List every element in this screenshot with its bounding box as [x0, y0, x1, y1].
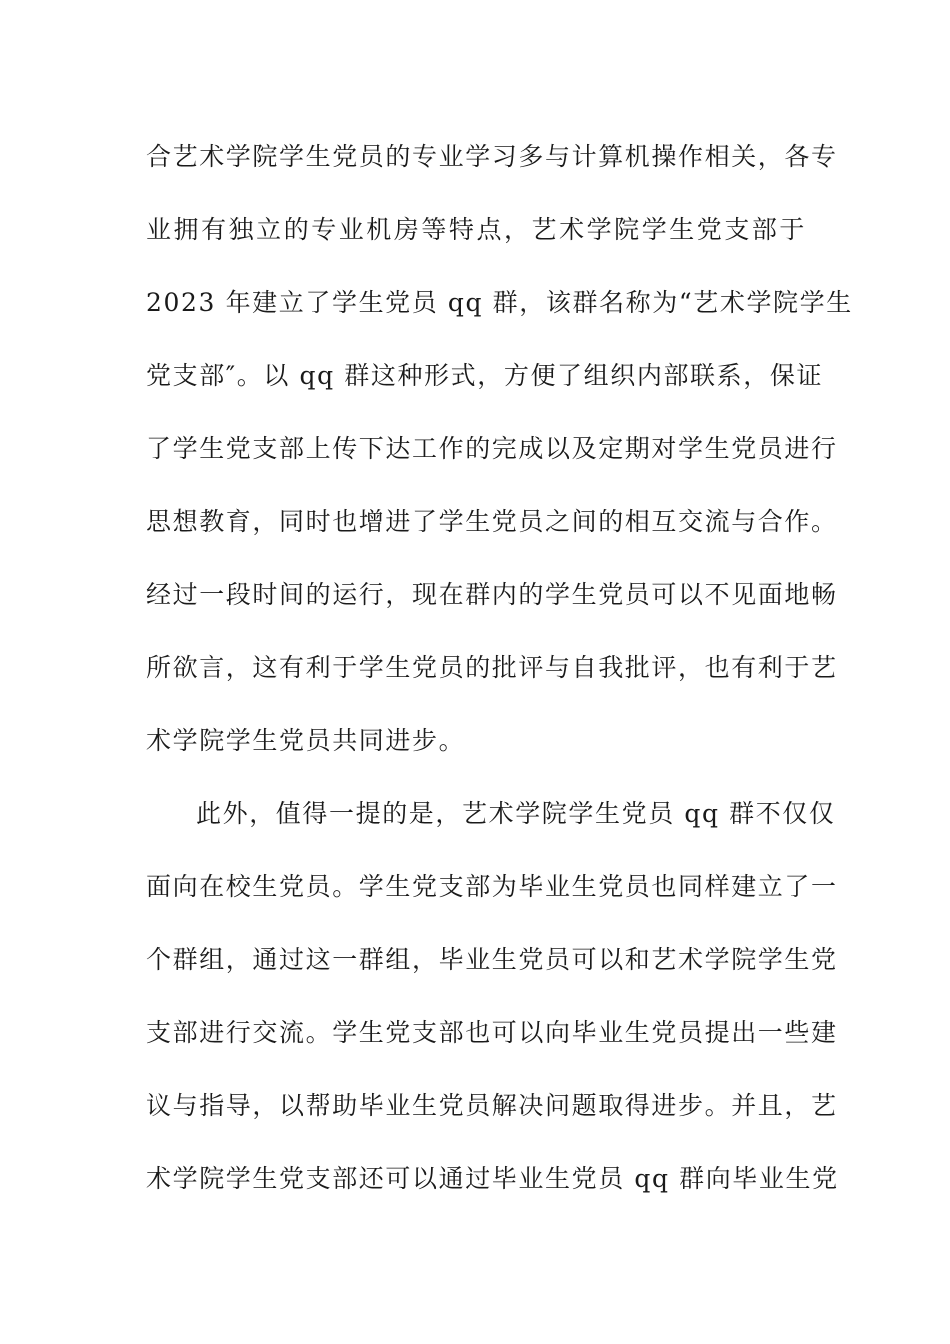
text-line: 了学生党支部上传下达工作的完成以及定期对学生党员进行 [146, 434, 838, 463]
text-line: 经过一段时间的运行，现在群内的学生党员可以不见面地畅 [146, 580, 838, 609]
text-line: 思想教育，同时也增进了学生党员之间的相互交流与合作。 [146, 507, 838, 536]
text-line: 2023 年建立了学生党员 qq 群，该群名称为“艺术学院学生 [146, 288, 853, 317]
text-line: 术学院学生党支部还可以通过毕业生党员 qq 群向毕业生党 [146, 1164, 839, 1193]
text-line: 支部进行交流。学生党支部也可以向毕业生党员提出一些建 [146, 1018, 838, 1047]
text-line: 合艺术学院学生党员的专业学习多与计算机操作相关，各专 [146, 142, 838, 171]
text-line: 党支部″。以 qq 群这种形式，方便了组织内部联系，保证 [146, 361, 824, 390]
text-line: 个群组，通过这一群组，毕业生党员可以和艺术学院学生党 [146, 945, 838, 974]
text-line: 议与指导，以帮助毕业生党员解决问题取得进步。并且，艺 [146, 1091, 838, 1120]
body-text [146, 128, 853, 1223]
text-line: 术学院学生党员共同进步。 [146, 726, 466, 755]
text-line: 业拥有独立的专业机房等特点，艺术学院学生党支部于 [146, 215, 806, 244]
text-line: 面向在校生党员。学生党支部为毕业生党员也同样建立了一 [146, 872, 838, 901]
paragraph-first-line: 此外，值得一提的是，艺术学院学生党员 qq 群不仅仅 [196, 799, 836, 828]
text-line: 所欲言，这有利于学生党员的批评与自我批评，也有利于艺 [146, 653, 838, 682]
